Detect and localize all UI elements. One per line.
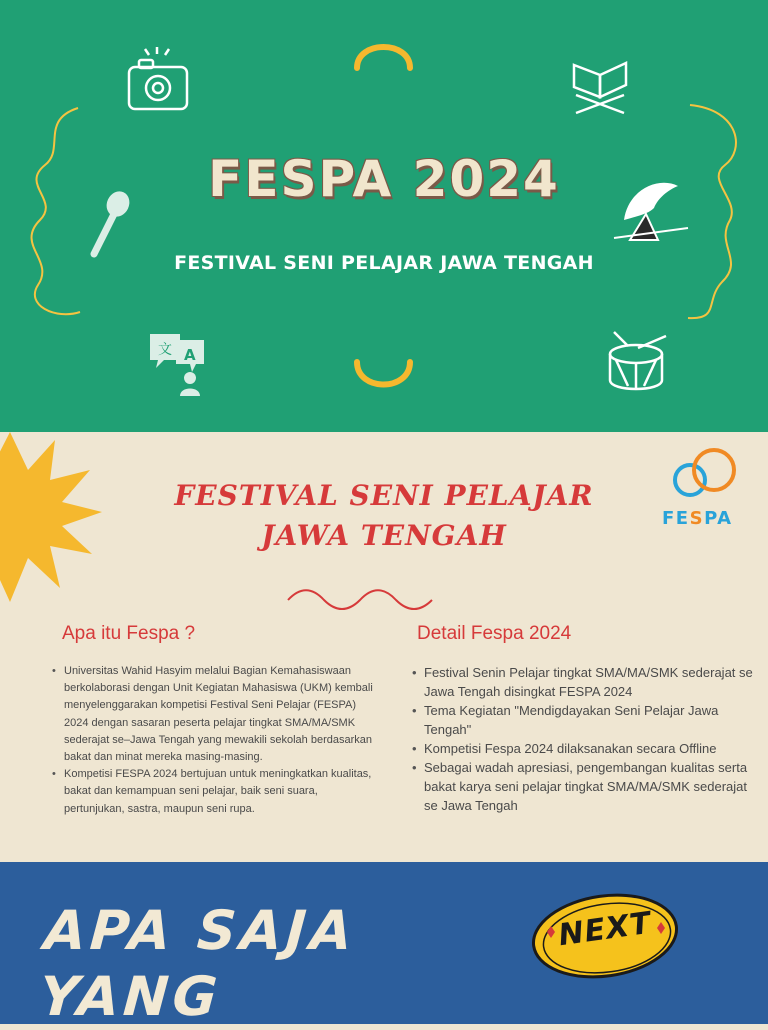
logo-text-part2: S <box>689 508 705 529</box>
book-stand-icon <box>574 63 626 113</box>
about-item: • Universitas Wahid Hasyim melalui Bagian Kemahasiswaan berkolaborasi dengan Unit Kegiatan Mahasiswa (UKM) kembali menyelenggarakan kompetisi Festival Seni Pelajar (FESPA) 2024 dengan sasaran peserta pelajar tingkat SMA/MA/SMK sederajat se–Jawa Tengah yang mewakili sekolah berdasarkan bakat dan minat mereka masing-masing. <box>64 663 379 766</box>
bottom-arc-decoration <box>357 362 410 385</box>
detail-heading: Detail Fespa 2024 <box>417 623 572 644</box>
fespa-logo-text <box>662 508 733 529</box>
fespa-logo-rings-icon <box>675 450 734 495</box>
wavy-divider <box>288 590 432 609</box>
bottom-title-line2: YANG <box>37 965 224 1028</box>
left-squiggle-decoration <box>32 108 80 314</box>
info-title-line2: JAWA TENGAH <box>261 519 507 552</box>
top-arc-decoration <box>357 47 410 68</box>
info-title <box>120 476 648 556</box>
bottom-title-line1: APA SAJA <box>42 899 359 962</box>
camera-icon <box>129 47 187 109</box>
right-squiggle-decoration <box>688 105 736 318</box>
hero-title: FESPA 2024 <box>208 150 560 208</box>
detail-item: • Kompetisi Fespa 2024 dilaksanakan secara Offline <box>424 739 754 758</box>
hero-decorations <box>0 0 768 432</box>
svg-text:A: A <box>184 346 196 364</box>
detail-item: • Sebagai wadah apresiasi, pengembangan kualitas serta bakat karya seni pelajar tingkat SMA/MA/SMK sederajat se Jawa Tengah <box>424 758 754 815</box>
info-title-line1: FESTIVAL SENI PELAJAR <box>174 479 594 512</box>
logo-text-part1: FE <box>662 508 690 529</box>
next-label: NEXT <box>556 905 654 954</box>
svg-text:文: 文 <box>158 342 172 358</box>
translate-icon <box>150 334 204 396</box>
about-item: • Kompetisi FESPA 2024 bertujuan untuk meningkatkan kualitas, bakat dan kemampuan seni pelajar, baik seni suara, pertunjukan, sastra, maupun seni rupa. <box>64 766 379 818</box>
hero-subtitle: FESTIVAL SENI PELAJAR JAWA TENGAH <box>174 252 594 274</box>
detail-list <box>410 663 754 815</box>
hero-section <box>0 0 768 432</box>
next-button[interactable] <box>525 880 685 990</box>
logo-text-part3: PA <box>704 508 733 529</box>
about-heading: Apa itu Fespa ? <box>62 623 196 644</box>
detail-item: • Tema Kegiatan "Mendigdayakan Seni Pelajar Jawa Tengah" <box>424 701 754 739</box>
about-list <box>50 663 379 818</box>
bottom-title <box>37 898 358 1030</box>
drum-icon <box>610 332 666 389</box>
sun-icon <box>0 432 102 602</box>
detail-item: • Festival Senin Pelajar tingkat SMA/MA/SMK sederajat se Jawa Tengah disingkat FESPA 2024 <box>424 663 754 701</box>
